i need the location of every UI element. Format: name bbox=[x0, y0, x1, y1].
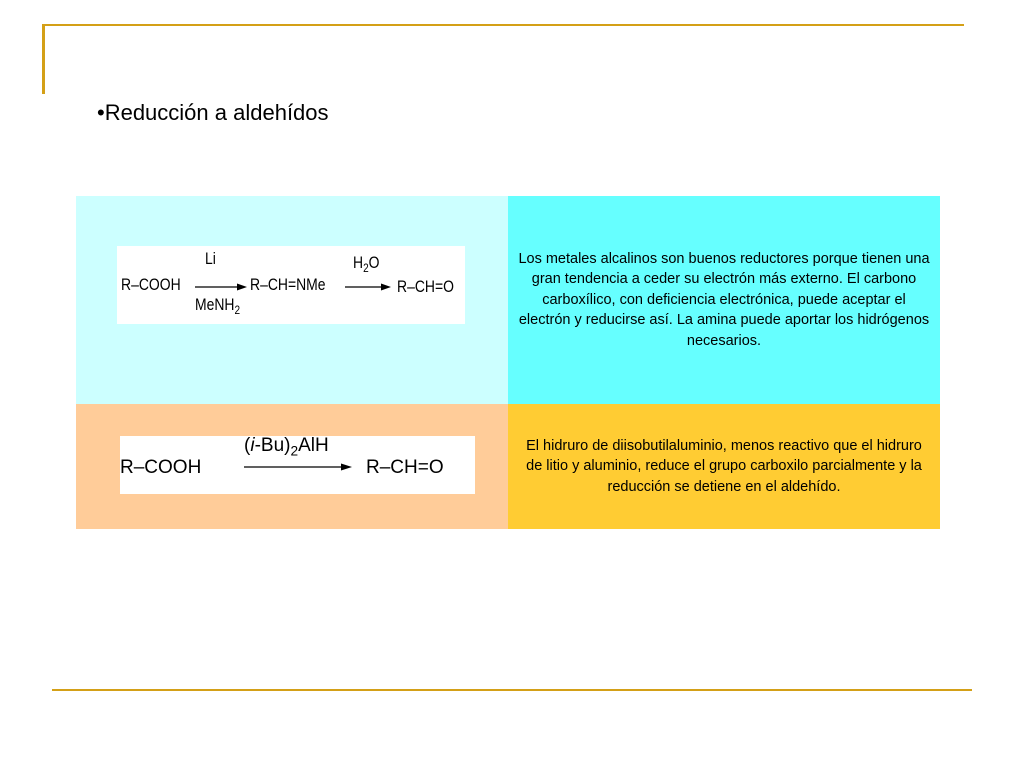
frame-left-line bbox=[42, 24, 45, 94]
row1-description-cell bbox=[508, 196, 940, 404]
reagent-above-label: Li bbox=[205, 249, 216, 268]
row1-reaction-cell bbox=[76, 196, 508, 404]
reaction-scheme-alkali-metal bbox=[117, 246, 465, 324]
bullet-marker: • bbox=[97, 100, 105, 125]
row2-description: El hidruro de diisobutilaluminio, menos reactivo que el hidruro de litio y aluminio, reduce el grupo carboxilo parcialmente y la reducción se detiene en el aldehído. bbox=[526, 437, 922, 495]
reaction-arrow-2-icon bbox=[345, 282, 391, 292]
product-label: R–CH=O bbox=[397, 277, 454, 296]
reaction-scheme-dibal bbox=[120, 436, 475, 494]
reaction-arrow-icon bbox=[244, 462, 354, 472]
reagent-below-label: MeNH$_2$ bbox=[195, 295, 241, 317]
reagent2-above-label: $H_2O$ bbox=[353, 253, 380, 275]
reactant-label: R–COOH bbox=[121, 275, 181, 294]
reaction-arrow-icon bbox=[195, 282, 247, 292]
product-label: R–CH=O bbox=[366, 457, 444, 478]
row2-reaction-cell bbox=[76, 404, 508, 529]
reactions-table bbox=[76, 196, 940, 529]
slide-title-text: Reducción a aldehídos bbox=[104, 100, 329, 125]
reactant-label: R–COOH bbox=[120, 457, 202, 478]
frame-top-line bbox=[42, 24, 964, 26]
row2-description-cell bbox=[508, 404, 940, 529]
frame-bottom-line bbox=[52, 689, 972, 691]
intermediate-label: R–CH=NMe bbox=[250, 275, 326, 294]
reagent-label: $(i-Bu)_2AlH$ bbox=[244, 435, 329, 459]
row1-description: Los metales alcalinos son buenos reductores porque tienen una gran tendencia a ceder su electrón más externo. El carbono carboxílico, con deficiencia electrónica, puede aceptar el electrón y reducirse así. La amina puede aportar los hidrógenos necesarios. bbox=[518, 250, 930, 349]
slide-title bbox=[97, 100, 329, 126]
